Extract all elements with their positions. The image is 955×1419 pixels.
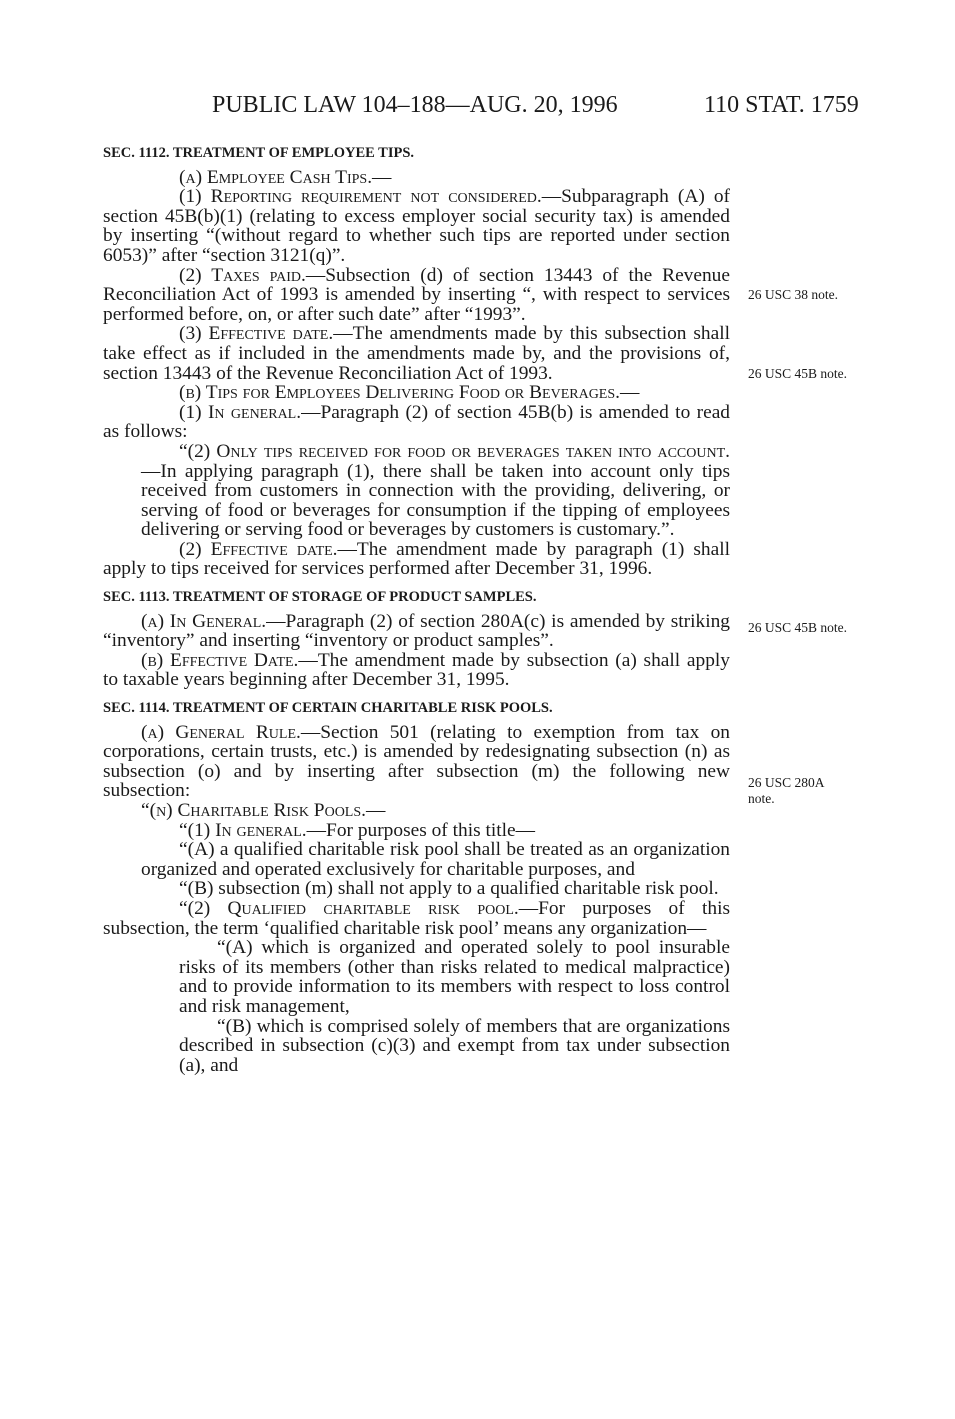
quoted-paragraph-b1-text: —In applying paragraph (1), there shall be taken into account only tips received from customers in connection with the providing, delivering, or serving of food or beverages for consumption if the tipping of employees delivering or serving food or beverages by customers is customary.”. <box>141 460 730 541</box>
paragraph-a3-lead: (3) Effective date. <box>179 323 334 345</box>
section-heading-1113: SEC. 1113. TREATMENT OF STORAGE OF PRODUCT SAMPLES. <box>103 589 537 606</box>
sec1113-paragraph-b-text: —The amendment made by subsection (a) shall apply to taxable years beginning after December 31, 1995. <box>103 649 730 691</box>
paragraph-b2-text: —The amendment made by paragraph (1) shall apply to tips received for services performed after December 31, 1996. <box>103 538 730 580</box>
paragraph-n2-lead: “(2) Qualified charitable risk pool. <box>179 897 519 919</box>
paragraph-n1-lead: “(1) In general. <box>179 819 307 841</box>
margin-note-1: 26 USC 38 note. <box>748 287 839 302</box>
section-heading-1112: SEC. 1112. TREATMENT OF EMPLOYEE TIPS. <box>103 145 415 161</box>
subparagraph-n2B: “(B) which is comprised solely of members that are organizations described in subsection (c)(3) and exempt from tax under subsection (a), and <box>179 1015 730 1076</box>
paragraph-b1-lead: (1) In general. <box>179 401 302 423</box>
paragraph-a3 <box>103 324 730 383</box>
paragraph-b1-text: —Paragraph (2) of section 45B(b) is amended to read as follows: <box>103 401 730 443</box>
sec1113-paragraph-b <box>103 651 730 690</box>
paragraph-a1-text: —Subparagraph (A) of section 45B(b)(1) (relating to excess employer social security tax) is amended by inserting “(without regard to whether such tips are reported under section 6053)” after “section 3121(q)”. <box>103 186 730 266</box>
sec1114-paragraph-a-lead: (a) General Rule. <box>141 721 301 743</box>
paragraph-a2-lead: (2) Taxes paid. <box>179 264 306 286</box>
subsection-a-heading: (a) Employee Cash Tips.— <box>179 166 392 188</box>
sec1114-paragraph-a-text: —Section 501 (relating to exemption from tax on corporations, certain trusts, etc.) is amended by redesignating subsection (n) as subsection (o) and by inserting after subsection (m) the following new subsection: <box>103 721 730 802</box>
statute-page-number: 110 STAT. 1759 <box>704 92 859 118</box>
subparagraph-n2A: “(A) which is organized and operated solely to pool insurable risks of its members (other than risks related to medical malpractice) and to provide information to its members with respect to loss control and risk management, <box>179 937 730 1017</box>
paragraph-a1-lead: (1) Reporting requirement not considered. <box>179 186 542 208</box>
paragraph-b1 <box>103 403 730 442</box>
paragraph-a1 <box>103 187 730 265</box>
sec1113-paragraph-a-lead: (a) In General. <box>141 610 267 632</box>
section-heading-1114: SEC. 1114. TREATMENT OF CERTAIN CHARITABLE RISK POOLS. <box>103 700 553 717</box>
page-title: PUBLIC LAW 104–188—AUG. 20, 1996 <box>212 92 618 118</box>
paragraph-n2-text: —For purposes of this subsection, the term ‘qualified charitable risk pool’ means any organization— <box>103 897 731 939</box>
paragraph-a2 <box>103 266 730 325</box>
paragraph-a3-text: —The amendments made by this subsection shall take effect as if included in the amendments made by, and the provisions of, section 13443 of the Revenue Reconciliation Act of 1993. <box>103 323 730 384</box>
margin-note-4 <box>748 775 825 807</box>
quoted-paragraph-b1 <box>103 442 730 540</box>
subsection-n-heading: “(n) Charitable Risk Pools.— <box>141 800 386 821</box>
margin-note-3: 26 USC 45B note. <box>748 620 848 635</box>
paragraph-n1-text: —For purposes of this title— <box>306 819 536 841</box>
main-text <box>103 144 730 1075</box>
sec1114-paragraph-a <box>103 723 730 801</box>
page-header <box>0 92 955 124</box>
paragraph-n1 <box>103 821 730 841</box>
subparagraph-n1B: “(B) subsection (m) shall not apply to a qualified charitable risk pool. <box>179 878 719 900</box>
subparagraph-n1A: “(A) a qualified charitable risk pool shall be treated as an organization organized and operated exclusively for charitable purposes, and <box>141 839 730 880</box>
sec1113-paragraph-b-lead: (b) Effective Date. <box>141 649 299 671</box>
paragraph-b2 <box>103 540 730 579</box>
margin-note-2: 26 USC 45B note. <box>748 366 848 381</box>
paragraph-n2 <box>103 899 730 938</box>
sec1113-paragraph-a <box>103 612 730 651</box>
margin-note-4-line1: 26 USC 280A <box>748 775 825 790</box>
margin-note-4-line2: note. <box>748 791 775 806</box>
paragraph-a2-text: —Subsection (d) of section 13443 of the Revenue Reconciliation Act of 1993 is amended by inserting “, with respect to services performed before, on, or after such date” after “1993”. <box>103 264 730 325</box>
sec1113-paragraph-a-text: —Paragraph (2) of section 280A(c) is amended by striking “inventory” and inserting “inventory or product samples”. <box>103 610 730 652</box>
paragraph-b2-lead: (2) Effective date. <box>179 538 338 560</box>
subsection-b-heading: (b) Tips for Employees Delivering Food or Beverages.— <box>179 382 640 404</box>
quoted-paragraph-b1-lead: “(2) Only tips received for food or beverages taken into account. <box>179 440 730 462</box>
